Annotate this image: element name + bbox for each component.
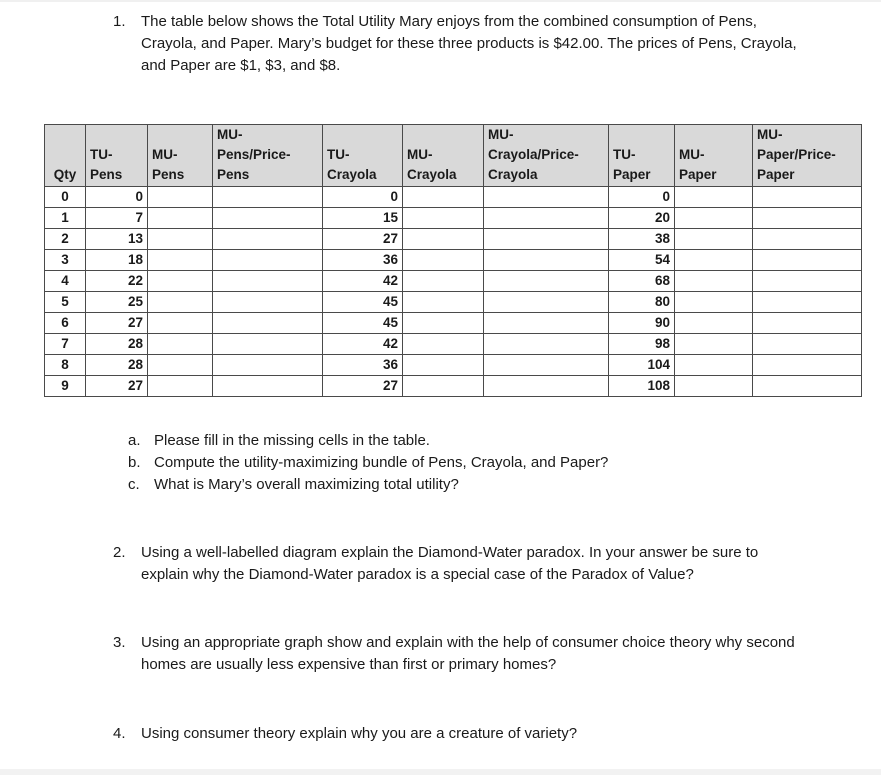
subquestion-letter: a. [128, 432, 141, 449]
empty-cell[interactable] [403, 250, 484, 271]
empty-cell[interactable] [213, 229, 323, 250]
subquestion-letter: b. [128, 454, 141, 471]
empty-cell[interactable] [753, 271, 862, 292]
subquestion-letter: c. [128, 476, 140, 493]
empty-cell[interactable] [403, 334, 484, 355]
empty-cell[interactable] [403, 292, 484, 313]
table-cell: 20 [609, 208, 675, 229]
table-row [45, 271, 862, 292]
empty-cell[interactable] [403, 271, 484, 292]
column-header: MU- Crayola/Price- Crayola [484, 125, 609, 187]
empty-cell[interactable] [213, 376, 323, 397]
table-cell: 5 [45, 292, 86, 313]
empty-cell[interactable] [484, 355, 609, 376]
empty-cell[interactable] [148, 355, 213, 376]
table-cell: 0 [86, 187, 148, 208]
table-row [45, 313, 862, 334]
empty-cell[interactable] [403, 313, 484, 334]
table-cell: 27 [86, 313, 148, 334]
table-cell: 54 [609, 250, 675, 271]
empty-cell[interactable] [753, 355, 862, 376]
table-header-row [45, 125, 862, 187]
table-cell: 27 [86, 376, 148, 397]
table-body [45, 187, 862, 397]
column-header: Qty [45, 125, 86, 187]
table-row [45, 355, 862, 376]
table-cell: 80 [609, 292, 675, 313]
empty-cell[interactable] [148, 229, 213, 250]
table-cell: 18 [86, 250, 148, 271]
empty-cell[interactable] [213, 271, 323, 292]
question-number: 1. [113, 13, 126, 30]
empty-cell[interactable] [675, 355, 753, 376]
table-cell: 9 [45, 376, 86, 397]
question-number: 4. [113, 725, 126, 742]
empty-cell[interactable] [148, 376, 213, 397]
column-header: MU- Pens [148, 125, 213, 187]
question-number: 3. [113, 634, 126, 651]
empty-cell[interactable] [675, 334, 753, 355]
empty-cell[interactable] [675, 376, 753, 397]
column-header: TU- Crayola [323, 125, 403, 187]
empty-cell[interactable] [675, 208, 753, 229]
table-row [45, 334, 862, 355]
table-cell: 36 [323, 250, 403, 271]
empty-cell[interactable] [403, 208, 484, 229]
table-cell: 98 [609, 334, 675, 355]
empty-cell[interactable] [213, 187, 323, 208]
empty-cell[interactable] [675, 250, 753, 271]
question-text: Using consumer theory explain why you are a creature of variety? [141, 725, 578, 742]
table-cell: 7 [86, 208, 148, 229]
empty-cell[interactable] [403, 187, 484, 208]
subquestion-text: Please fill in the missing cells in the table. [154, 432, 430, 449]
column-header: TU- Paper [609, 125, 675, 187]
empty-cell[interactable] [148, 292, 213, 313]
empty-cell[interactable] [403, 229, 484, 250]
table-cell: 1 [45, 208, 86, 229]
table-cell: 15 [323, 208, 403, 229]
table-cell: 0 [609, 187, 675, 208]
empty-cell[interactable] [213, 250, 323, 271]
table-cell: 45 [323, 313, 403, 334]
column-header: MU- Paper [675, 125, 753, 187]
empty-cell[interactable] [484, 313, 609, 334]
table-cell: 6 [45, 313, 86, 334]
empty-cell[interactable] [213, 334, 323, 355]
column-header: TU- Pens [86, 125, 148, 187]
table-row [45, 250, 862, 271]
empty-cell[interactable] [675, 271, 753, 292]
question-text: Using a well-labelled diagram explain the Diamond-Water paradox. In your answer be sure to explain why the Diamond-Water paradox is a special case of the Paradox of Value? [141, 544, 759, 583]
table-row [45, 292, 862, 313]
table-cell: 25 [86, 292, 148, 313]
table-cell: 42 [323, 334, 403, 355]
empty-cell[interactable] [213, 292, 323, 313]
question-text: Using an appropriate graph show and explain with the help of consumer choice theory why second homes are usually less expensive than first or primary homes? [141, 634, 795, 673]
table-row [45, 187, 862, 208]
subquestion-text: Compute the utility-maximizing bundle of Pens, Crayola, and Paper? [154, 454, 609, 471]
table-cell: 108 [609, 376, 675, 397]
table-cell: 28 [86, 355, 148, 376]
empty-cell[interactable] [148, 187, 213, 208]
empty-cell[interactable] [213, 355, 323, 376]
table-cell: 27 [323, 229, 403, 250]
top-border [0, 0, 881, 2]
empty-cell[interactable] [484, 292, 609, 313]
column-header: MU- Paper/Price- Paper [753, 125, 862, 187]
empty-cell[interactable] [753, 292, 862, 313]
question-number: 2. [113, 544, 126, 561]
table-cell: 36 [323, 355, 403, 376]
empty-cell[interactable] [403, 376, 484, 397]
empty-cell[interactable] [484, 208, 609, 229]
empty-cell[interactable] [484, 187, 609, 208]
table-cell: 68 [609, 271, 675, 292]
question-text: The table below shows the Total Utility Mary enjoys from the combined consumption of Pens, Crayola, and Paper. Mary’s budget for these three products is $42.00. The prices of Pens, Crayola, and Paper are $1, $3, and $8. [141, 13, 797, 74]
table-cell: 4 [45, 271, 86, 292]
empty-cell[interactable] [148, 334, 213, 355]
table-cell: 13 [86, 229, 148, 250]
empty-cell[interactable] [148, 250, 213, 271]
empty-cell[interactable] [753, 208, 862, 229]
table-cell: 28 [86, 334, 148, 355]
utility-table [44, 124, 862, 397]
table-cell: 8 [45, 355, 86, 376]
empty-cell[interactable] [403, 355, 484, 376]
empty-cell[interactable] [753, 250, 862, 271]
table-row [45, 208, 862, 229]
table-cell: 22 [86, 271, 148, 292]
empty-cell[interactable] [753, 313, 862, 334]
table-cell: 45 [323, 292, 403, 313]
table-cell: 42 [323, 271, 403, 292]
empty-cell[interactable] [753, 187, 862, 208]
column-header: MU- Crayola [403, 125, 484, 187]
empty-cell[interactable] [484, 250, 609, 271]
empty-cell[interactable] [753, 334, 862, 355]
table-cell: 104 [609, 355, 675, 376]
empty-cell[interactable] [675, 229, 753, 250]
empty-cell[interactable] [484, 376, 609, 397]
table-cell: 90 [609, 313, 675, 334]
empty-cell[interactable] [675, 292, 753, 313]
table-cell: 0 [323, 187, 403, 208]
empty-cell[interactable] [484, 334, 609, 355]
empty-cell[interactable] [675, 187, 753, 208]
table-cell: 27 [323, 376, 403, 397]
empty-cell[interactable] [675, 313, 753, 334]
table-cell: 38 [609, 229, 675, 250]
empty-cell[interactable] [148, 271, 213, 292]
table-cell: 0 [45, 187, 86, 208]
empty-cell[interactable] [753, 229, 862, 250]
subquestion-text: What is Mary’s overall maximizing total utility? [154, 476, 459, 493]
table-row [45, 376, 862, 397]
bottom-border [0, 769, 881, 775]
table-cell: 3 [45, 250, 86, 271]
empty-cell[interactable] [213, 313, 323, 334]
table-row [45, 229, 862, 250]
empty-cell[interactable] [484, 229, 609, 250]
table-cell: 7 [45, 334, 86, 355]
empty-cell[interactable] [148, 208, 213, 229]
table-cell: 2 [45, 229, 86, 250]
empty-cell[interactable] [484, 271, 609, 292]
empty-cell[interactable] [753, 376, 862, 397]
empty-cell[interactable] [213, 208, 323, 229]
empty-cell[interactable] [148, 313, 213, 334]
column-header: MU- Pens/Price- Pens [213, 125, 323, 187]
